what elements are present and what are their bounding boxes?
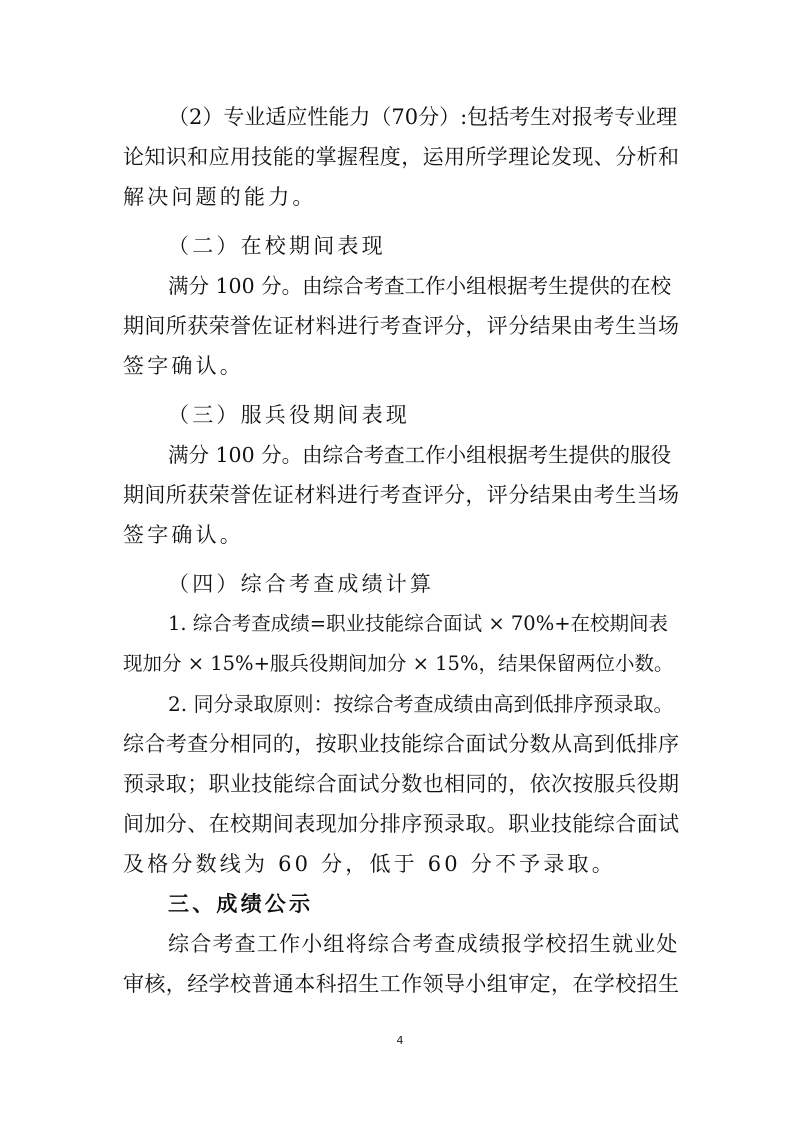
paragraph-line: 1. 综合考查成绩=职业技能综合面试 × 70%+在校期间表: [168, 612, 669, 635]
page-number: 4: [396, 1034, 404, 1047]
paragraph-line: 签字确认。: [123, 523, 244, 547]
paragraph-line: （2）专业适应性能力（70分）:包括考生对报考专业理: [168, 105, 678, 129]
paragraph-line: 期间所获荣誉佐证材料进行考查评分，评分结果由考生当场: [123, 314, 680, 338]
paragraph-line: 期间所获荣誉佐证材料进行考查评分，评分结果由考生当场: [123, 483, 680, 507]
paragraph-line: 解决问题的能力。: [123, 185, 317, 209]
paragraph-line: 间加分、在校期间表现加分排序预录取。职业技能综合面试: [123, 812, 680, 836]
section-heading: （二）在校期间表现: [168, 234, 386, 258]
paragraph-line: 满分 100 分。由综合考查工作小组根据考生提供的在校: [168, 274, 672, 298]
paragraph-line: 综合考查分相同的，按职业技能综合面试分数从高到低排序: [123, 732, 680, 756]
paragraph-line: 签字确认。: [123, 354, 244, 378]
paragraph-line: 综合考查工作小组将综合考查成绩报学校招生就业处: [168, 932, 679, 956]
section-heading: （四）综合考查成绩计算: [168, 572, 435, 596]
paragraph-line: 现加分 × 15%+服兵役期间加分 × 15%，结果保留两位小数。: [123, 652, 674, 675]
paragraph-line: 预录取；职业技能综合面试分数也相同的，依次按服兵役期: [123, 772, 680, 796]
chapter-heading: 三、成绩公示: [168, 892, 314, 916]
paragraph-line: 2. 同分录取原则：按综合考查成绩由高到低排序预录取。: [168, 692, 674, 716]
paragraph-line: 及格分数线为 60 分，低于 60 分不予录取。: [123, 852, 616, 876]
paragraph-line: 满分 100 分。由综合考查工作小组根据考生提供的服役: [168, 443, 672, 467]
paragraph-line: 审核，经学校普通本科招生工作领导小组审定，在学校招生: [123, 972, 680, 996]
section-heading: （三）服兵役期间表现: [168, 403, 410, 427]
paragraph-line: 论知识和应用技能的掌握程度，运用所学理论发现、分析和: [123, 145, 680, 169]
